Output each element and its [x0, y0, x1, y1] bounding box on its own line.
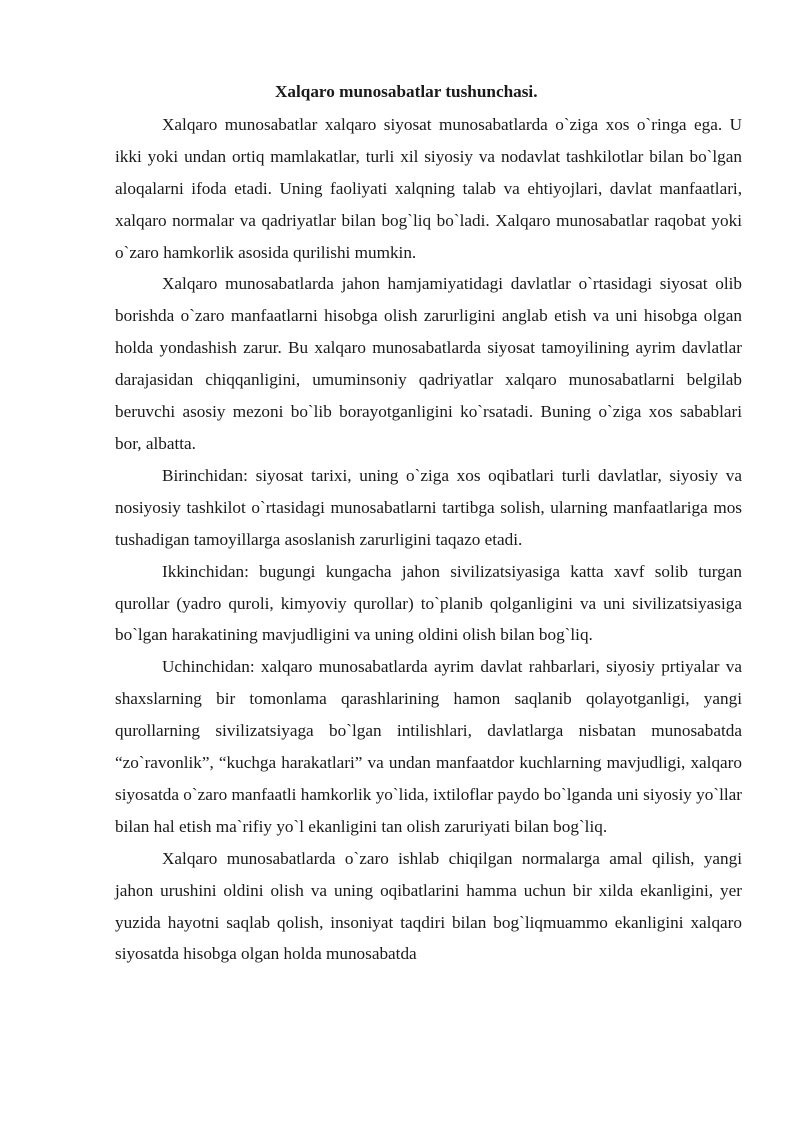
paragraph: Uchinchidan: xalqaro munosabatlarda ayrim davlat rahbarlari, siyosiy prtiyalar va shaxslarning bir tomonlama qarashlarining hamon saqlanib qolayotganligi, yangi qurollarning sivilizatsiyaga bo`lgan intilishlari, davlatlarga nisbatan munosabatda “zo`ravonlik”, “kuchga harakatlari” va undan manfaatdor kuchlarning mavjudligi, xalqaro siyosatda o`zaro manfaatli hamkorlik yo`lida, ixtiloflar paydo bo`lganda uni siyosiy yo`llar bilan hal etish ma`rifiy yo`l ekanligini tan olish zaruriyati bilan bog`liq.	[115, 657, 742, 836]
paragraph: Birinchidan: siyosat tarixi, uning o`ziga xos oqibatlari turli davlatlar, siyosiy va nosiyosiy tashkilot o`rtasidagi munosabatlarni tartibga solish, ularning manfaatlariga mos tushadigan tamoyillarga asoslanish zarurligini taqazo etadi.	[115, 465, 742, 549]
paragraph: Xalqaro munosabatlarda jahon hamjamiyatidagi davlatlar o`rtasidagi siyosat olib borishda o`zaro manfaatlarni hisobga olish zarurligini anglab etish va uni hisobga olgan holda yondashish zarur. Bu xalqaro munosabatlarda siyosat tamoyilining ayrim davlatlar darajasidan chiqqanligini, umuminsoniy qadriyatlar xalqaro munosabatlarni belgilab beruvchi asosiy mezoni bo`lib borayotganligini ko`rsatadi. Buning o`ziga xos sabablari bor, albatta.	[115, 274, 742, 453]
paragraph: Ikkinchidan: bugungi kungacha jahon sivilizatsiyasiga katta xavf solib turgan qurollar (yadro quroli, kimyoviy qurollar) to`planib qolganligini va uni sivilizatsiyasiga bo`lgan harakatining mavjudligini va uning oldini olish bilan bog`liq.	[115, 561, 742, 645]
page-title: Xalqaro munosabatlar tushunchasi.	[275, 82, 538, 101]
document-body	[115, 76, 742, 970]
paragraph: Xalqaro munosabatlar xalqaro siyosat munosabatlarda o`ziga xos o`ringa ega. U ikki yoki undan ortiq mamlakatlar, turli xil siyosiy va nodavlat tashkilotlar bilan bo`lgan aloqalarni ifoda etadi. Uning faoliyati xalqning talab va ehtiyojlari, davlat manfaatlari, xalqaro normalar va qadriyatlar bilan bog`liq bo`ladi. Xalqaro munosabatlar raqobat yoki o`zaro hamkorlik asosida qurilishi mumkin.	[115, 114, 742, 262]
paragraph: Xalqaro munosabatlarda o`zaro ishlab chiqilgan normalarga amal qilish, yangi jahon urushini oldini olish va uning oqibatlarini hamma uchun bir xilda ekanligini, yer yuzida hayotni saqlab qolish, insoniyat taqdiri bilan bog`liqmuammo ekanligini xalqaro siyosatda hisobga olgan holda munosabatda	[115, 848, 742, 964]
